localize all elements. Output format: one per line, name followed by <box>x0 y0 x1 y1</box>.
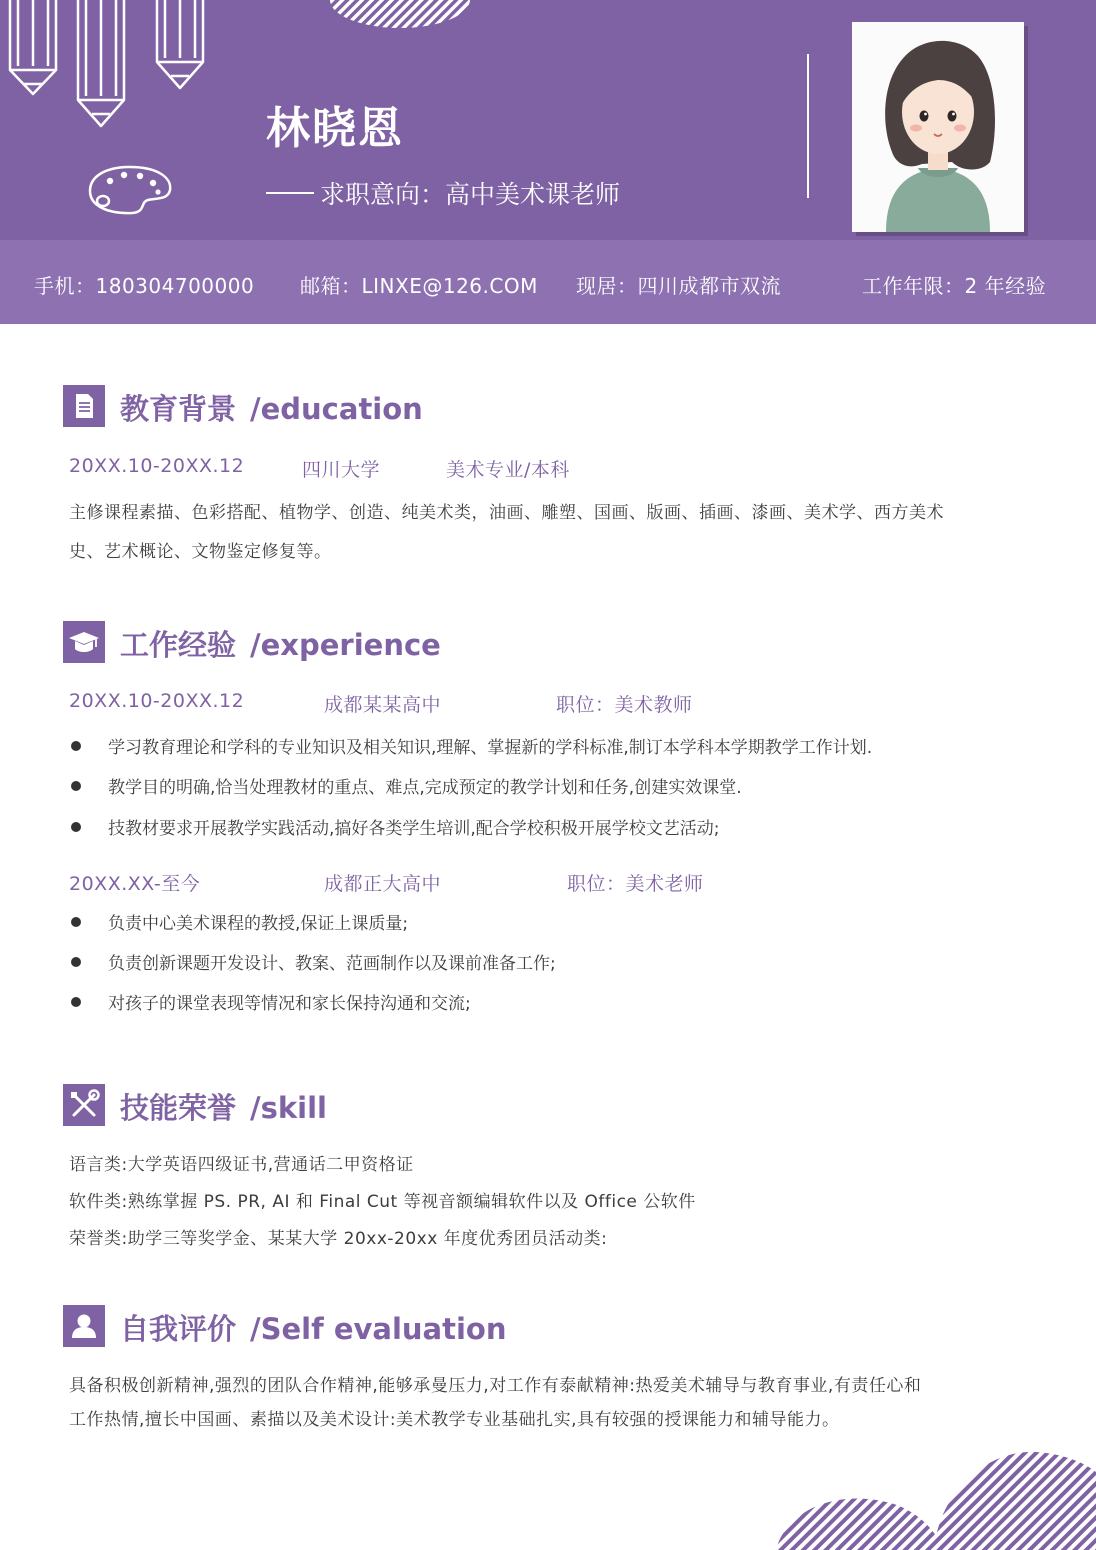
tools-icon <box>63 1084 105 1126</box>
job-duty: 技教材要求开展教学实践活动,搞好各类学生培训,配合学校积极开展学校文艺活动; <box>70 814 720 839</box>
section-title-cn: 教育背景 <box>120 392 237 426</box>
stripe-decoration <box>776 1450 1096 1550</box>
email-info: 邮箱：LINXE@126.COM <box>300 274 538 298</box>
job-duty: 教学目的明确,恰当处理教材的重点、难点,完成预定的教学计划和任务,创建实效课堂. <box>70 773 742 798</box>
job-period: 20XX.10-20XX.12 <box>69 690 245 712</box>
section-title-en: /experience <box>250 628 441 662</box>
job-company: 成都某某高中 <box>324 694 442 716</box>
job-duty: 负责中心美术课程的教授,保证上课质量; <box>70 909 408 934</box>
skill-item: 荣誉类:助学三等奖学金、某某大学 20xx-20xx 年度优秀团员活动类: <box>69 1229 608 1249</box>
palette-icon <box>86 164 174 216</box>
education-courses-cont: 史、艺术概论、文物鉴定修复等。 <box>69 542 332 562</box>
section-title-cn: 工作经验 <box>120 628 237 662</box>
self-evaluation-text: 具备积极创新精神,强烈的团队合作精神,能够承曼压力,对工作有泰献精神:热爱美术辅导与教育事业,有责任心和 <box>69 1376 922 1396</box>
graduation-cap-icon <box>63 621 105 663</box>
dash-decoration <box>266 192 314 194</box>
job-duty: 对孩子的课堂表现等情况和家长保持沟通和交流; <box>70 989 471 1014</box>
section-title-skill <box>120 1086 327 1127</box>
section-title-en: /Self evaluation <box>250 1312 507 1346</box>
header-divider <box>807 54 809 198</box>
section-title-experience <box>120 623 441 664</box>
self-evaluation-text-cont: 工作热情,擅长中国画、素描以及美术设计:美术教学专业基础扎实,具有较强的授课能力和辅导能力。 <box>69 1410 840 1430</box>
education-period: 20XX.10-20XX.12 <box>69 455 245 477</box>
location-info: 现居：四川成都市双流 <box>576 274 781 298</box>
job-duty: 负责创新课题开发设计、教案、范画制作以及课前准备工作; <box>70 949 556 974</box>
skill-item: 语言类:大学英语四级证书,营通话二甲资格证 <box>69 1155 414 1175</box>
candidate-name: 林晓恩 <box>266 103 404 154</box>
section-title-cn: 技能荣誉 <box>120 1091 237 1125</box>
stripe-decoration <box>330 0 470 30</box>
section-title-self-evaluation <box>120 1307 506 1348</box>
avatar <box>852 22 1024 232</box>
job-company: 成都正大高中 <box>324 873 442 895</box>
education-major: 美术专业/本科 <box>446 459 570 481</box>
job-period: 20XX.XX-至今 <box>69 873 201 895</box>
job-position: 职位：美术教师 <box>556 694 693 716</box>
experience-years-info: 工作年限：2 年经验 <box>862 274 1047 298</box>
section-title-en: /education <box>250 392 423 426</box>
section-title-cn: 自我评价 <box>120 1312 237 1346</box>
section-title-en: /skill <box>250 1091 327 1125</box>
education-courses: 主修课程素描、色彩搭配、植物学、创造、纯美术类，油画、雕塑、国画、版画、插画、漆画、美术学、西方美术 <box>69 503 944 523</box>
pencil-icon <box>0 0 220 130</box>
job-duty: 学习教育理论和学科的专业知识及相关知识,理解、掌握新的学科标准,制订本学科本学期教学工作计划. <box>70 733 872 758</box>
job-intent-text: 求职意向：高中美术课老师 <box>320 180 621 209</box>
user-icon <box>63 1305 105 1347</box>
job-position: 职位：美术老师 <box>567 873 704 895</box>
document-icon <box>63 385 105 427</box>
education-school: 四川大学 <box>302 459 381 481</box>
job-intent <box>266 175 620 211</box>
skill-item: 软件类:熟练掌握 PS. PR, AI 和 Final Cut 等视音额编辑软件以及 Office 公软件 <box>69 1192 696 1212</box>
avatar-illustration <box>852 22 1024 232</box>
section-title-education <box>120 387 423 428</box>
phone-info: 手机：180304700000 <box>34 274 255 298</box>
